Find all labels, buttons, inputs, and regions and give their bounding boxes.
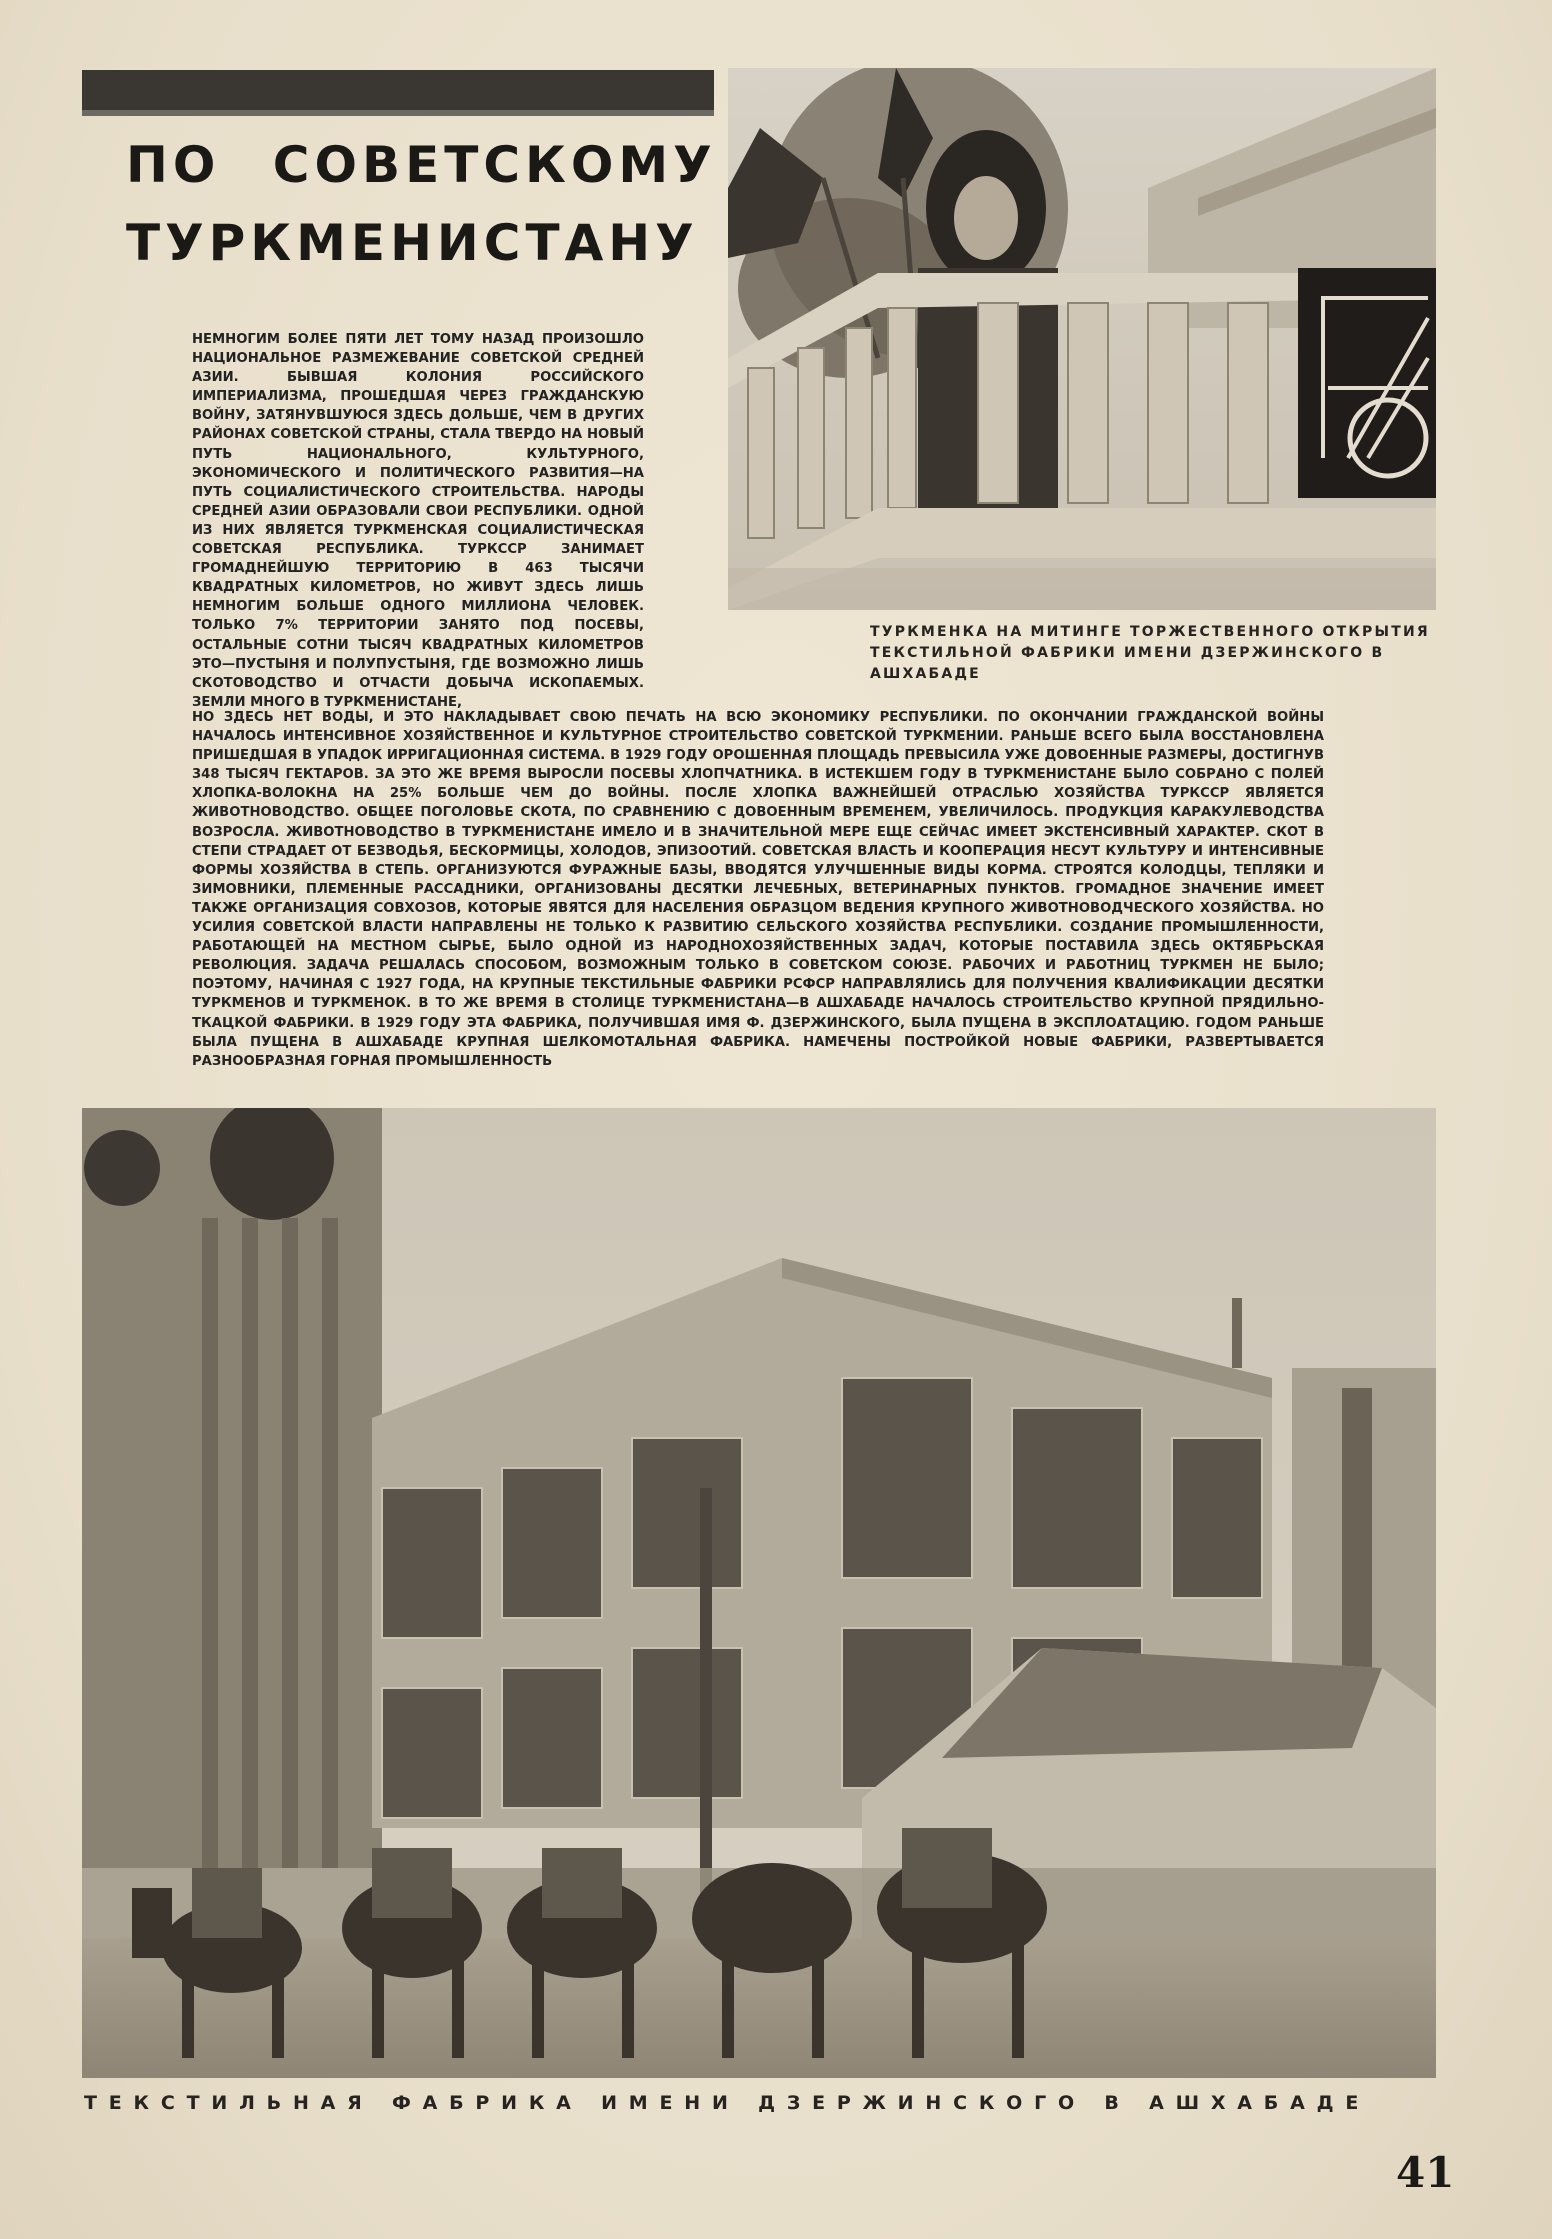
header-rule	[82, 70, 714, 116]
body-text-wide: НО ЗДЕСЬ НЕТ ВОДЫ, И ЭТО НАКЛАДЫВАЕТ СВОЮ ПЕЧАТЬ НА ВСЮ ЭКОНОМИКУ РЕСПУБЛИКИ. ПО ОКОНЧАНИИ ГРАЖДАНСКОЙ ВОЙНЫ НАЧАЛОСЬ ИНТЕНСИВНОЕ ХОЗЯЙСТВЕННОЕ И КУЛЬТУРНОЕ СТРОИТЕЛЬСТВО СОВЕТСКОЙ ТУРКМЕНИИ. РАНЬШЕ ВСЕГО БЫЛА ВОССТАНОВЛЕНА ПРИШЕДШАЯ В УПАДОК ИРРИГАЦИОННАЯ СИСТЕМА. В 1929 ГОДУ ОРОШЕННАЯ ПЛОЩАДЬ ПРЕВЫСИЛА УЖЕ ДОВОЕННЫЕ РАЗМЕРЫ, ДОСТИГНУВ 348 ТЫСЯЧ ГЕКТАРОВ. ЗА ЭТО ЖЕ ВРЕМЯ ВЫРОСЛИ ПОСЕВЫ ХЛОПЧАТНИКА. В ИСТЕКШЕМ ГОДУ В ТУРКМЕНИСТАНЕ БЫЛО СОБРАНО С ПОЛЕЙ ХЛОПКА-ВОЛОКНА НА 25% БОЛЬШЕ ЧЕМ ДО ВОЙНЫ. ПОСЛЕ ХЛОПКА ВАЖНЕЙШЕЙ ОТРАСЛЬЮ ХОЗЯЙСТВА ТУРКССР ЯВЛЯЕТСЯ ЖИВОТНОВОДСТВО. ОБЩЕЕ ПОГОЛОВЬЕ СКОТА, ПО СРАВНЕНИЮ С ДОВОЕННЫМ ВРЕМЕНЕМ, УВЕЛИЧИЛОСЬ. ПРОДУКЦИЯ КАРАКУЛЕВОДСТВА ВОЗРОСЛА. ЖИВОТНОВОДСТВО В ТУРКМЕНИСТАНЕ ИМЕЛО И В ЗНАЧИТЕЛЬНОЙ МЕРЕ ЕЩЕ СЕЙЧАС ИМЕЕТ ЭКСТЕНСИВНЫЙ ХАРАКТЕР. СКОТ В СТЕПИ СТРАДАЕТ ОТ БЕЗВОДЬЯ, БЕСКОРМИЦЫ, ХОЛОДОВ, ЭПИЗООТИЙ. СОВЕТСКАЯ ВЛАСТЬ И КООПЕРАЦИЯ НЕСУТ КУЛЬТУРУ И ИНТЕНСИВНЫЕ ФОРМЫ ХОЗЯЙСТВА В СТЕПЬ. ОРГАНИЗУЮТСЯ ФУРАЖНЫЕ БАЗЫ, ВВОДЯТСЯ УЛУЧШЕННЫЕ ВИДЫ КОРМА. СТРОЯТСЯ КОЛОДЦЫ, ТЕПЛЯКИ И ЗИМОВНИКИ, ПЛЕМЕННЫЕ РАССАДНИКИ, ОРГАНИЗОВАНЫ ДЕСЯТКИ ЛЕЧЕБНЫХ, ВЕТЕРИНАРНЫХ ПУНКТОВ. ГРОМАДНОЕ ЗНАЧЕНИЕ ИМЕЕТ ТАКЖЕ ОРГАНИЗАЦИЯ СОВХОЗОВ, КОТОРЫЕ ЯВЯТСЯ ДЛЯ НАСЕЛЕНИЯ ОБРАЗЦОМ ВЕДЕНИЯ КРУПНОГО ЖИВОТНОВОДЧЕСКОГО ХОЗЯЙСТВА. НО УСИЛИЯ СОВЕТСКОЙ ВЛАСТИ НАПРАВЛЕНЫ НЕ ТОЛЬКО К РАЗВИТИЮ СЕЛЬСКОГО ХОЗЯЙСТВА РЕСПУБЛИКИ. СОЗДАНИЕ ПРОМЫШЛЕННОСТИ, РАБОТАЮЩЕЙ НА МЕСТНОМ СЫРЬЕ, БЫЛО ОДНОЙ ИЗ НАРОДНОХОЗЯЙСТВЕННЫХ ЗАДАЧ, КОТОРЫЕ ПОСТАВИЛА ЗДЕСЬ ОКТЯБРЬСКАЯ РЕВОЛЮЦИЯ. ЗАДАЧА РЕШАЛАСЬ СПОСОБОМ, ВОЗМОЖНЫМ ТОЛЬКО В СОВЕТСКОМ СОЮЗЕ. РАБОЧИХ И РАБОТНИЦ ТУРКМЕН НЕ БЫЛО; ПОЭТОМУ, НАЧИНАЯ С 1927 ГОДА, НА КРУПНЫЕ ТЕКСТИЛЬНЫЕ ФАБРИКИ РСФСР НАПРАВЛЯЛИСЬ ДЛЯ ПОЛУЧЕНИЯ КВАЛИФИКАЦИИ ДЕСЯТКИ ТУРКМЕНОВ И ТУРКМЕНОК. В ТО ЖЕ ВРЕМЯ В СТОЛИЦЕ ТУРКМЕНИСТАНА—В АШХАБАДЕ НАЧАЛОСЬ СТРОИТЕЛЬСТВО КРУПНОЙ ПРЯДИЛЬНО-ТКАЦКОЙ ФАБРИКИ. В 1929 ГОДУ ЭТА ФАБРИКА, ПОЛУЧИВШАЯ ИМЯ Ф. ДЗЕРЖИНСКОГО, БЫЛА ПУЩЕНА В ЭКСПЛОАТАЦИЮ. ГОДОМ РАНЬШЕ БЫЛА ПУЩЕНА В АШХАБАДЕ КРУПНАЯ ШЕЛКОМОТАЛЬНАЯ ФАБРИКА. НАМЕЧЕНЫ ПОСТРОЙКОЙ НОВЫЕ ФАБРИКИ, РАЗВЕРТЫВАЕТСЯ РАЗНООБРАЗНАЯ ГОРНАЯ ПРОМЫШЛЕННОСТЬ	[192, 710, 1324, 1069]
photo-factory-image	[82, 1108, 1436, 2078]
photo-rally	[728, 68, 1436, 610]
body-text-column: НЕМНОГИМ БОЛЕЕ ПЯТИ ЛЕТ ТОМУ НАЗАД ПРОИЗОШЛО НАЦИОНАЛЬНОЕ РАЗМЕЖЕВАНИЕ СОВЕТСКОЙ СРЕДНЕЙ АЗИИ. БЫВШАЯ КОЛОНИЯ РОССИЙСКОГО ИМПЕРИАЛИЗМА, ПРОШЕДШАЯ ЧЕРЕЗ ГРАЖДАНСКУЮ ВОЙНУ, ЗАТЯНУВШУЮСЯ ЗДЕСЬ ДОЛЬШЕ, ЧЕМ В ДРУГИХ РАЙОНАХ СОВЕТСКОЙ СТРАНЫ, СТАЛА ТВЕРДО НА НОВЫЙ ПУТЬ НАЦИОНАЛЬНОГО, КУЛЬТУРНОГО, ЭКОНОМИЧЕСКОГО И ПОЛИТИЧЕСКОГО РАЗВИТИЯ—НА ПУТЬ СОЦИАЛИСТИЧЕСКОГО СТРОИТЕЛЬСТВА. НАРОДЫ СРЕДНЕЙ АЗИИ ОБРАЗОВАЛИ СВОИ РЕСПУБЛИКИ. ОДНОЙ ИЗ НИХ ЯВЛЯЕТСЯ ТУРКМЕНСКАЯ СОЦИАЛИСТИЧЕСКАЯ СОВЕТСКАЯ РЕСПУБЛИКА. ТУРКССР ЗАНИМАЕТ ГРОМАДНЕЙШУЮ ТЕРРИТОРИЮ В 463 ТЫСЯЧИ КВАДРАТНЫХ КИЛОМЕТРОВ, НО ЖИВУТ ЗДЕСЬ ЛИШЬ НЕМНОГИМ БОЛЬШЕ ОДНОГО МИЛЛИОНА ЧЕЛОВЕК. ТОЛЬКО 7% ТЕРРИТОРИИ ЗАНЯТО ПОД ПОСЕВЫ, ОСТАЛЬНЫЕ СОТНИ ТЫСЯЧ КВАДРАТНЫХ КИЛОМЕТРОВ ЭТО—ПУСТЫНЯ И ПОЛУПУСТЫНЯ, ГДЕ ВОЗМОЖНО ЛИШЬ СКОТОВОДСТВО И ОТЧАСТИ ДОБЫЧА ИСКОПАЕМЫХ. ЗЕМЛИ МНОГО В ТУРКМЕНИСТАНЕ,	[192, 332, 644, 710]
photo-rally-image	[728, 68, 1436, 610]
photo-caption-top: ТУРКМЕНКА НА МИТИНГЕ ТОРЖЕСТВЕННОГО ОТКРЫТИЯ ТЕКСТИЛЬНОЙ ФАБРИКИ ИМЕНИ ДЗЕРЖИНСКОГО В АШХАБАДЕ	[870, 624, 1430, 682]
article-title	[126, 126, 726, 282]
title-line-1: ПО СОВЕТСКОМУ	[126, 136, 717, 194]
title-line-2: ТУРКМЕНИСТАНУ	[126, 214, 699, 272]
page-number: 41	[1396, 2148, 1455, 2197]
photo-factory	[82, 1108, 1436, 2078]
photo-caption-bottom: ТЕКСТИЛЬНАЯ ФАБРИКА ИМЕНИ ДЗЕРЖИНСКОГО В АШХАБАДЕ	[84, 2092, 1371, 2114]
